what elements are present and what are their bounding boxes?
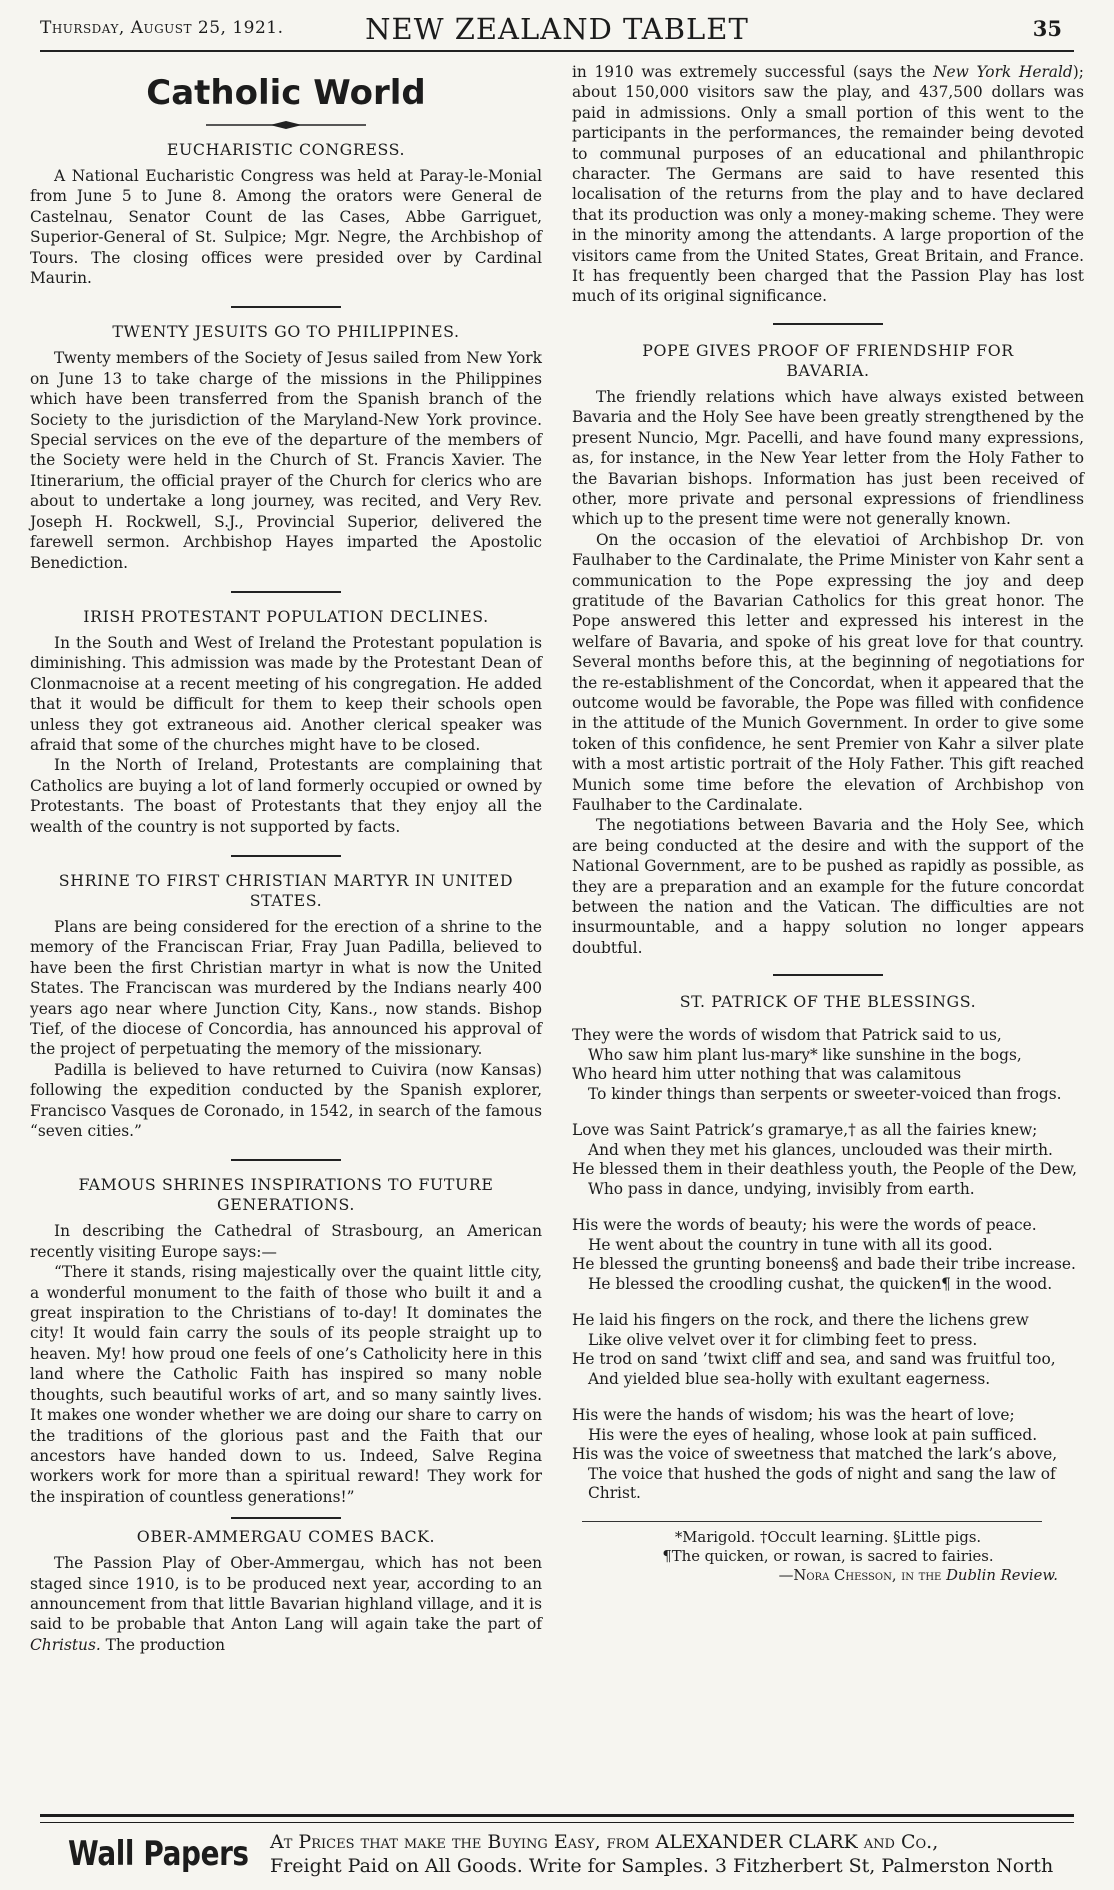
ad-line-2: Freight Paid on All Goods. Write for Samples. 3 Fitzherbert St, Palmerston North	[270, 1855, 1054, 1877]
section-title: Catholic World	[146, 73, 426, 113]
article-paragraph: The friendly relations which have always existed between Bavaria and the Holy See have been greatly strengthened by the present Nuncio, Mgr. Pacelli, and have found many expressions, as, for instance, in the New Year letter from the Holy Father to the Bavarian bishops. Information has just been received of other, more private and personal expressions of friendliness which up to the present time were not generally known.	[572, 387, 1084, 529]
poem-line: His were the words of beauty; his were the words of peace.	[572, 1216, 1037, 1235]
divider-rule	[773, 323, 883, 325]
poem-line: He trod on sand ’twixt cliff and sea, and sand was fruitful too,	[572, 1350, 1056, 1369]
poem-line: He blessed the croodling cushat, the quicken¶ in the wood.	[588, 1274, 1053, 1293]
left-column	[30, 62, 542, 1655]
poem-author: —Nora Chesson, in the Dublin Review.	[778, 1566, 1058, 1584]
ad-text	[270, 1830, 1070, 1878]
footnote-rule	[582, 1521, 1042, 1522]
poem	[572, 1026, 1084, 1504]
article-heading: SHRINE TO FIRST CHRISTIAN MARTYR IN UNITED STATES.	[58, 870, 514, 910]
poem-line: Who heard him utter nothing that was calamitous	[572, 1065, 962, 1084]
poem-line: Love was Saint Patrick’s gramarye,† as all the fairies knew;	[572, 1121, 1038, 1140]
article-paragraph: Plans are being considered for the erection of a shrine to the memory of the Franciscan Friar, Fray Juan Padilla, believed to have been the first Christian martyr in what is now the United States. The Franciscan was murdered by the Indians nearly 400 years ago near where Junction City, Kans., now stands. Bishop Tief, of the diocese of Concordia, has announced his approval of the project of perpetuating the memory of the missionary.	[30, 917, 542, 1059]
header-title: NEW ZEALAND TABLET	[365, 12, 749, 46]
poem-footnotes	[572, 1528, 1084, 1585]
divider-rule	[231, 1517, 341, 1519]
article-paragraph-continued: in 1910 was extremely successful (says the New York Herald); about 150,000 visitors saw the play, and 437,500 dollars was paid in admissions. Only a small portion of this went to the participants in the performances, the remainder being devoted to communal purposes of an educational and philanthropic character. The Germans are said to have resented this localisation of the returns from the play and to have declared that its production was only a money-making scheme. They were in the minority among the attendants. A large proportion of the visitors came from the United States, Great Britain, and France. It has frequently been charged that the Passion Play has lost much of its original significance.	[572, 63, 1084, 306]
article-paragraph: Twenty members of the Society of Jesus sailed from New York on June 13 to take charge of the missions in the Philippines which have been transferred from the Spanish branch of the Society to the jurisdiction of the Maryland-New York province. Special services on the eve of the departure of the members of the Society were held in the Church of St. Francis Xavier. The Itinerarium, the official prayer of the Church for clerics who are about to undertake a long journey, was recited, and Very Rev. Joseph H. Rockwell, S.J., Provincial Superior, delivered the farewell sermon. Archbishop Hayes imparted the Apostolic Benediction.	[30, 349, 542, 572]
poem-line: Like olive velvet over it for climbing feet to press.	[588, 1330, 978, 1349]
divider-rule	[231, 591, 341, 593]
poem-line: He went about the country in tune with all its good.	[588, 1235, 993, 1254]
article-paragraph: In the South and West of Ireland the Protestant population is diminishing. This admission was made by the Protestant Dean of Clonmacnoise at a recent meeting of his congregation. He added that it would be difficult for them to keep their schools open unless they got extraneous aid. Another clerical speaker was afraid that some of the churches might have to be closed.	[30, 633, 542, 754]
page-number: 35	[1032, 16, 1062, 41]
poem-line: And when they met his glances, unclouded was their mirth.	[588, 1140, 1053, 1159]
poem-line: Who pass in dance, undying, invisibly from earth.	[588, 1179, 975, 1198]
poem-line: And yielded blue sea-holly with exultant eagerness.	[588, 1369, 991, 1388]
page-header	[40, 10, 1074, 52]
article-paragraph: “There it stands, rising majestically over the quaint little city, a wonderful monument to the faith of those who built it and a great inspiration to the Christians of to-day! It dominates the city! It would fain carry the souls of its people straight up to heaven. My! how proud one feels of one’s Catholicity here in this land where the Catholic Faith has inspired so many noble thoughts, such beautiful works of art, and so many saintly lives. It makes one wonder whether we are doing our share to carry on the traditions of the glorious past and the Faith that our ancestors have handed down to us. Indeed, Salve Regina workers work for more than a spiritual reward! They work for the inspiration of countless generations!”	[30, 1263, 542, 1506]
divider-rule	[773, 974, 883, 976]
article-heading: IRISH PROTESTANT POPULATION DECLINES.	[83, 606, 489, 626]
divider-rule	[231, 306, 341, 308]
divider-rule	[231, 855, 341, 857]
article-paragraph: A National Eucharistic Congress was held at Paray-le-Monial from June 5 to June 8. Among the orators were General de Castelnau, Senator Count de las Cases, Abbe Garriguet, Superior-General of St. Sulpice; Mgr. Negre, the Archbishop of Tours. The closing offices were presided over by Cardinal Maurin.	[30, 167, 542, 288]
poem-line: Who saw him plant lus-mary* like sunshine in the bogs,	[588, 1045, 1022, 1064]
poem-line: His were the eyes of healing, whose look at pain sufficed.	[588, 1425, 1038, 1444]
article-paragraph: In the North of Ireland, Protestants are complaining that Catholics are buying a lot of land formerly occupied or owned by Protestants. The boast of Protestants that they enjoy all the wealth of the country is not supported by facts.	[30, 756, 542, 836]
poem-line: His was the voice of sweetness that matched the lark’s above,	[572, 1445, 1058, 1464]
article-paragraph: In describing the Cathedral of Strasbourg, an American recently visiting Europe says:—	[30, 1222, 542, 1261]
poem-line: The voice that hushed the gods of night and sang the law of Christ.	[588, 1464, 1056, 1503]
poem-line: He laid his fingers on the rock, and there the lichens grew	[572, 1311, 1029, 1330]
poem-line: He blessed them in their deathless youth, the People of the Dew,	[572, 1160, 1078, 1179]
poem-stanza	[572, 1121, 1084, 1199]
poem-line: He blessed the grunting boneens§ and bade their tribe increase.	[572, 1255, 1076, 1274]
ad-line-1: At Prices that make the Buying Easy, from ALEXANDER CLARK and Co.,	[270, 1831, 939, 1853]
ornament-divider	[206, 120, 366, 130]
article-paragraph: Padilla is believed to have returned to Cuivira (now Kansas) following the expedition conducted by the Spanish explorer, Francisco Vasques de Coronado, in 1542, in search of the famous “seven cities.”	[30, 1060, 542, 1141]
poem-line: To kinder things than serpents or sweeter-voiced than frogs.	[588, 1084, 1062, 1103]
poem-stanza	[572, 1311, 1084, 1389]
poem-line: His were the hands of wisdom; his was the heart of love;	[572, 1406, 1015, 1425]
advertisement	[40, 1828, 1074, 1886]
right-column	[572, 62, 1084, 1585]
article-heading: TWENTY JESUITS GO TO PHILIPPINES.	[112, 322, 460, 342]
bottom-rule	[40, 1814, 1074, 1817]
article-paragraph: The negotiations between Bavaria and the Holy See, which are being conducted at the desire and with the support of the National Government, are to be pushed as rapidly as possible, as they are a preparation and an example for the future concordat between the nation and the Vatican. The difficulties are not insurmountable, and a happy solution no longer appears doubtful.	[572, 816, 1084, 957]
article-heading: POPE GIVES PROOF OF FRIENDSHIP FOR BAVARIA.	[642, 340, 1014, 380]
poem-stanza	[572, 1216, 1084, 1294]
poem-heading: ST. PATRICK OF THE BLESSINGS.	[679, 992, 977, 1012]
footnote-line: ¶The quicken, or rowan, is sacred to fairies.	[662, 1547, 994, 1565]
divider-rule	[231, 1159, 341, 1161]
header-date: Thursday, August 25, 1921.	[40, 18, 284, 38]
poem-line: They were the words of wisdom that Patrick said to us,	[572, 1026, 1002, 1045]
footnote-line: *Marigold. †Occult learning. §Little pigs.	[674, 1528, 982, 1546]
article-paragraph: The Passion Play of Ober-Ammergau, which has not been staged since 1910, is to be produced next year, according to an announcement from that little Bavarian highland village, and it is said to be probable that Anton Lang will again take the part of Christus. The production	[30, 1554, 542, 1654]
poem-stanza	[572, 1406, 1084, 1504]
article-paragraph: On the occasion of the elevatioi of Archbishop Dr. von Faulhaber to the Cardinalate, the Prime Minister von Kahr sent a communication to the Pope expressing the joy and deep gratitude of the Bavarian Catholics for this great honor. The Pope answered this letter and expressed his interest in the welfare of Bavaria, and spoke of his great love for that country. Several months before this, at the beginning of negotiations for the re-establishment of the Concordat, when it appeared that the outcome would be favorable, the Pope was filled with confidence in the attitude of the Munich Government. In order to give some token of this confidence, he sent Premier von Kahr a silver plate with a most artistic portrait of the Holy Father. This gift reached Munich some time before the elevation of Archbishop von Faulhaber to the Cardinalate.	[572, 530, 1084, 814]
article-heading: EUCHARISTIC CONGRESS.	[166, 140, 406, 159]
bottom-rule-thin	[40, 1822, 1074, 1823]
ad-brand: Wall Papers	[68, 1834, 249, 1874]
article-heading: OBER-AMMERGAU COMES BACK.	[136, 1527, 436, 1547]
article-heading: FAMOUS SHRINES INSPIRATIONS TO FUTURE GENERATIONS.	[78, 1175, 494, 1215]
poem-stanza	[572, 1026, 1084, 1104]
